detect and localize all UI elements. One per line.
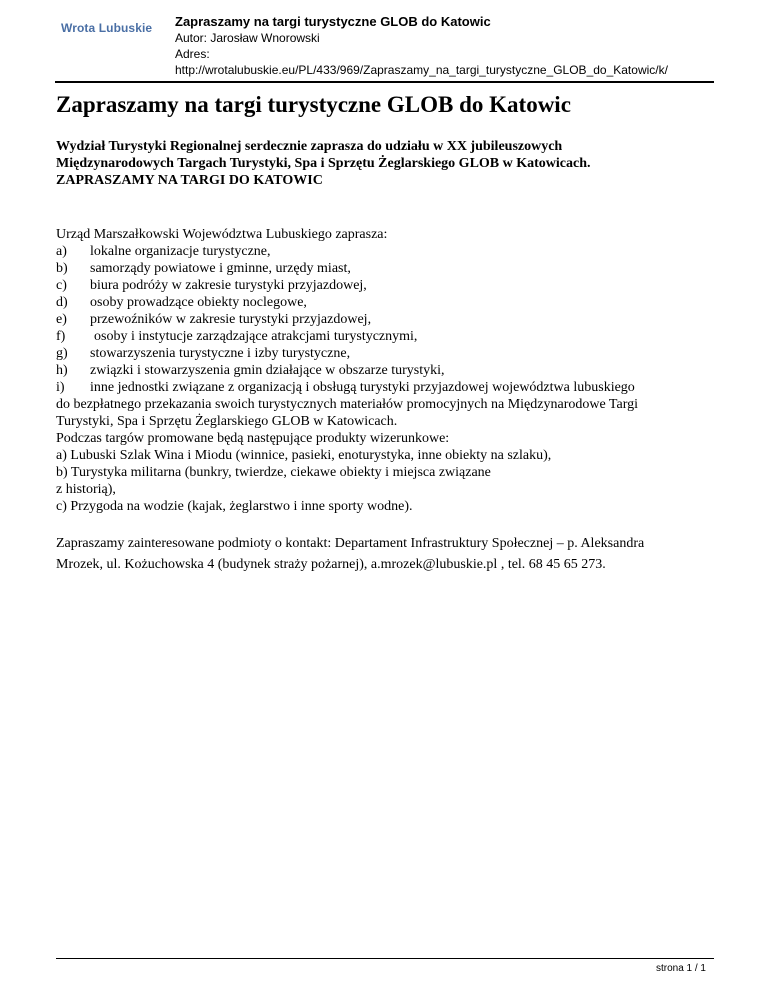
list-item-label: f) (56, 329, 66, 344)
list-item-label: b) (56, 261, 68, 276)
article-title: Zapraszamy na targi turystyczne GLOB do Katowic (56, 92, 571, 117)
list-item (56, 379, 716, 396)
list-item-text: osoby i instytucje zarządzające atrakcjami turystycznymi, (94, 329, 418, 344)
list-item-label: g) (56, 346, 68, 361)
products-section (56, 430, 716, 515)
article-intro (56, 138, 716, 189)
list-item-text: stowarzyszenia turystyczne i izby turystyczne, (90, 346, 351, 361)
contact-line: Mrozek, ul. Kożuchowska 4 (budynek straży pożarnej), a.mrozek@lubuskie.pl , tel. 68 45 65 273. (56, 557, 606, 572)
footer-divider (56, 958, 714, 959)
header-info (175, 14, 668, 78)
paragraph-line: do bezpłatnego przekazania swoich turystycznych materiałów promocyjnych na Międzynarodowe Targi (56, 397, 639, 412)
list-item-text: osoby prowadzące obiekty noclegowe, (90, 295, 307, 310)
list-item (56, 345, 716, 362)
invitee-list (56, 243, 716, 396)
product-line: b) Turystyka militarna (bunkry, twierdze, ciekawe obiekty i miejsca związane (56, 465, 491, 480)
invitation-lead: Urząd Marszałkowski Województwa Lubuskiego zaprasza: (56, 227, 388, 242)
header-url[interactable]: http://wrotalubuskie.eu/PL/433/969/Zapraszamy_na_targi_turystyczne_GLOB_do_Katowic/k/ (175, 63, 668, 77)
contact-line: Zapraszamy zainteresowane podmioty o kontakt: Departament Infrastruktury Społecznej – p. Aleksandra (56, 536, 645, 551)
list-item (56, 294, 716, 311)
list-item-label: h) (56, 363, 68, 378)
list-item (56, 260, 716, 277)
page-number: strona 1 / 1 (655, 963, 706, 974)
products-intro: Podczas targów promowane będą następujące produkty wizerunkowe: (56, 431, 450, 446)
page-header (0, 0, 768, 82)
article-body (56, 86, 716, 575)
header-address-label: Adres: (175, 47, 210, 61)
header-title: Zapraszamy na targi turystyczne GLOB do Katowic (175, 14, 491, 29)
list-item-label: d) (56, 295, 68, 310)
list-item-label: a) (56, 244, 67, 259)
header-divider (55, 81, 714, 83)
list-item-text: związki i stowarzyszenia gmin działające w obszarze turystyki, (90, 363, 445, 378)
list-item-text: lokalne organizacje turystyczne, (90, 244, 271, 259)
list-item-label: i) (56, 380, 65, 395)
intro-line: Międzynarodowych Targach Turystyki, Spa i Sprzętu Żeglarskiego GLOB w Katowicach. (56, 156, 591, 171)
contact-paragraph (56, 533, 716, 575)
list-item (56, 243, 716, 260)
product-line: c) Przygoda na wodzie (kajak, żeglarstwo i inne sporty wodne). (56, 499, 413, 514)
product-line: a) Lubuski Szlak Wina i Miodu (winnice, pasieki, enoturystyka, inne obiekty na szlaku), (56, 448, 552, 463)
purpose-paragraph (56, 396, 716, 430)
list-item-label: e) (56, 312, 67, 327)
list-item-label: c) (56, 278, 67, 293)
list-item (56, 277, 716, 294)
list-item-text: biura podróży w zakresie turystyki przyjazdowej, (90, 278, 367, 293)
list-item (56, 311, 716, 328)
header-author: Autor: Jarosław Wnorowski (175, 31, 320, 45)
site-logo[interactable]: Wrota Lubuskie (61, 21, 153, 35)
intro-line: ZAPRASZAMY NA TARGI DO KATOWIC (56, 173, 323, 188)
intro-line: Wydział Turystyki Regionalnej serdecznie zaprasza do udziału w XX jubileuszowych (56, 139, 563, 154)
list-item-text: samorządy powiatowe i gminne, urzędy miast, (90, 261, 351, 276)
list-item (56, 362, 716, 379)
list-item-text: przewoźników w zakresie turystyki przyjazdowej, (90, 312, 372, 327)
paragraph-line: Turystyki, Spa i Sprzętu Żeglarskiego GLOB w Katowicach. (56, 414, 398, 429)
list-item-text: inne jednostki związane z organizacją i obsługą turystyki przyjazdowej województwa lubuskiego (90, 380, 635, 395)
list-item (56, 328, 716, 345)
product-line: z historią), (56, 482, 116, 497)
